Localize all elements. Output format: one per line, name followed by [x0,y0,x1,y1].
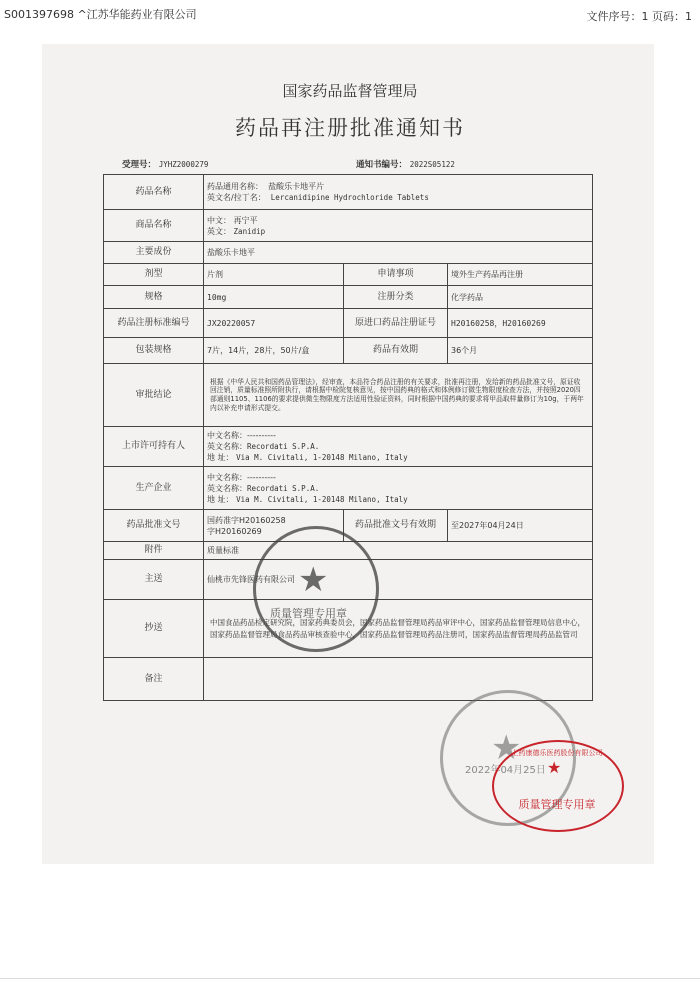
maker-en-label: 英文名称： [207,483,247,493]
divider [0,978,700,979]
dosage-label: 剂型 [104,264,204,286]
star-icon: ★ [491,728,522,768]
generic-name-label: 药品通用名称： [207,182,263,191]
holder-cn-label: 中文名称： [207,431,247,440]
main-to-label: 主送 [104,560,204,600]
approval-no-1: 国药准字H20160258 [207,515,286,525]
package: 7片，14片，28片，50片/盒 [204,338,344,364]
spec-label: 规格 [104,286,204,309]
english-name: Lercanidipine Hydrochloride Tablets [270,193,429,202]
approval-valid: 至2027年04月24日 [448,510,593,542]
header-left: S001397698 ^江苏华能药业有限公司 [4,8,197,21]
english-name-label: 英文名/拉丁名： [207,193,266,202]
notice-number-value: 2022S05122 [409,160,455,169]
dosage: 片剂 [204,264,344,286]
approval-valid-label: 药品批准文号有效期 [344,510,448,542]
drug-name-cell [204,175,593,210]
ingredient-label: 主要成份 [104,242,204,264]
std-no-label: 药品注册标准编号 [104,309,204,338]
validity-label: 药品有效期 [344,338,448,364]
trade-cn-label: 中文： [207,215,231,225]
generic-name: 盐酸乐卡地平片 [268,182,325,191]
holder-en-label: 英文名称： [207,442,247,451]
apply-item: 境外生产药品再注册 [448,264,593,286]
agency-title: 国家药品监督管理局 [282,82,418,100]
trade-en: Zanidip [233,226,266,236]
ingredient: 盐酸乐卡地平 [204,242,593,264]
accept-number [122,158,208,170]
reg-class-label: 注册分类 [344,286,448,309]
remark-label: 备注 [104,658,204,701]
trade-en-label: 英文： [207,226,231,236]
notice-number-label: 通知书编号： [356,160,408,170]
cc-label: 抄送 [104,600,204,658]
trade-cn: 再宁平 [233,215,258,225]
reg-class: 化学药品 [448,286,593,309]
maker-cn: ---------- [247,472,276,482]
conclusion: 根据《中华人民共和国药品管理法》，经审查，本品符合药品注册的有关要求，批准再注册，发给新的药品批准文号，原证收回注销，质量标准照所附执行，请根据中检院复核意见，按中国药典的格式和体例修订微生物限度检查方法，并按照2020四部通则1105、1106的要求提供微生物限度方法适用性验证资料，同时根据中国药典的要求将甲品取样量修订为10g，于两年内以补充申请形式提交。 [204,364,593,427]
holder-label: 上市许可持有人 [104,427,204,467]
cc: 中国食品药品检定研究院，国家药典委员会，国家药品监督管理局药品审评中心，国家药品监督管理局信息中心，国家药品监督管理局食品药品审核查验中心，国家药品监督管理局药品注册司，国家药品监督管理局药品监管司 [204,600,593,658]
header-right: 文件序号：1 页码：1 [586,10,692,23]
holder-addr: Via M. Civitali, 1-20148 Milano, Italy [236,453,408,462]
conclusion-label: 审批结论 [104,364,204,427]
accept-number-value: JYHZ2000279 [158,160,209,169]
maker-addr: Via M. Civitali, 1-20148 Milano, Italy [236,494,408,504]
trade-name-label: 商品名称 [104,210,204,242]
star-icon: ★ [547,758,562,777]
holder-cn: ---------- [247,431,276,440]
maker-addr-label: 地 址： [207,494,234,504]
document-title: 药品再注册批准通知书 [235,116,465,140]
stamp1-text: 质量管理专用章 [270,607,347,620]
approval-no-label: 药品批准文号 [104,510,204,542]
company-stamp-red [492,740,624,832]
holder-addr-label: 地 址： [207,453,234,462]
orig-cert: H20160258，H20160269 [448,309,593,338]
maker-en: Recordati S.P.A. [247,483,320,493]
attach: 质量标准 [204,542,593,560]
validity: 36个月 [448,338,593,364]
trade-name-cell [204,210,593,242]
maker-cell [204,467,593,510]
orig-cert-label: 原进口药品注册证号 [344,309,448,338]
drug-name-label: 药品名称 [104,175,204,210]
remark [204,658,593,701]
star-icon: ★ [298,560,329,600]
holder-cell [204,427,593,467]
maker-label: 生产企业 [104,467,204,510]
package-label: 包装规格 [104,338,204,364]
stamp2-date: 2022年04月25日 [465,765,546,776]
apply-item-label: 申请事项 [344,264,448,286]
holder-en: Recordati S.P.A. [247,442,320,451]
notice-number [356,158,455,170]
accept-number-label: 受理号： [122,160,157,170]
stamp3-text: 质量管理专用章 [518,798,596,811]
maker-cn-label: 中文名称： [207,472,247,482]
approval-no-2: 字H20160269 [207,526,262,536]
spec: 10mg [204,286,344,309]
quality-stamp-gray [253,526,379,652]
attach-label: 附件 [104,542,204,560]
stamp3-top-text: 上药康德乐医药股份有限公司 [511,749,603,757]
main-to: 仙桃市先锋医药有限公司 [204,560,593,600]
std-no: JX20220057 [204,309,344,338]
